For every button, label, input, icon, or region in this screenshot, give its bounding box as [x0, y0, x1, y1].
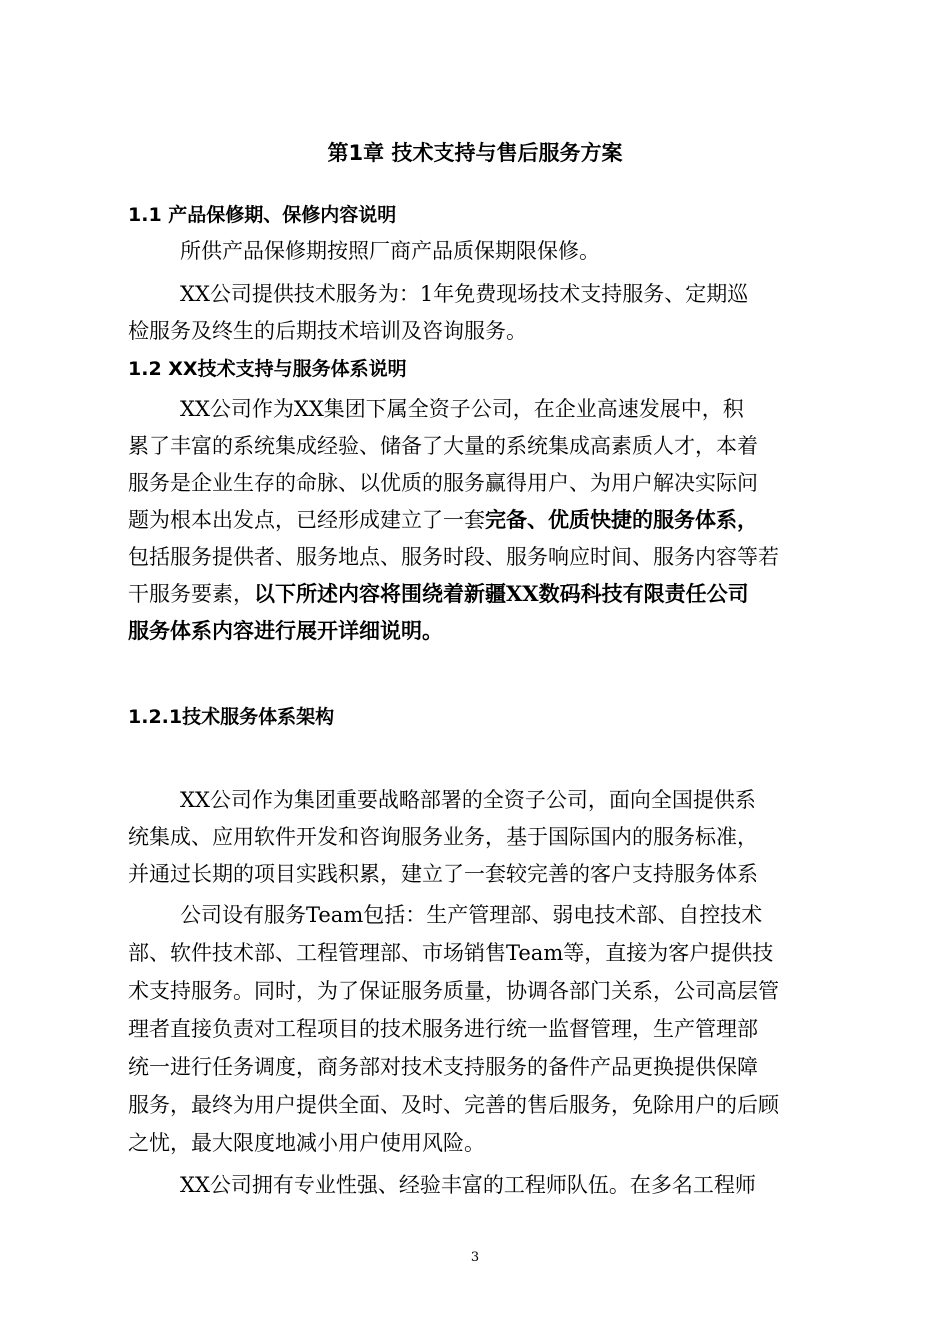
- paragraph-line: 检服务及终生的后期技术培训及咨询服务。: [128, 319, 527, 343]
- paragraph-line: 所供产品保修期按照厂商产品质保期限保修。: [180, 239, 600, 263]
- section-heading-1-2-1: 1.2.1技术服务体系架构: [128, 706, 335, 728]
- page-number: 3: [470, 1250, 480, 1265]
- paragraph-line: XX公司拥有专业性强、经验丰富的工程师队伍。在多名工程师: [180, 1173, 756, 1197]
- chapter-title: 第1章 技术支持与售后服务方案: [327, 141, 623, 165]
- paragraph-line: 部、软件技术部、工程管理部、市场销售Team等，直接为客户提供技: [128, 941, 774, 965]
- section-heading-1-1: 1.1 产品保修期、保修内容说明: [128, 204, 397, 226]
- paragraph-line: 公司设有服务Team包括：生产管理部、弱电技术部、自控技术: [180, 903, 763, 927]
- paragraph-line: 服务，最终为用户提供全面、及时、完善的售后服务，免除用户的后顾: [128, 1093, 779, 1117]
- paragraph-line: XX公司作为集团重要战略部署的全资子公司，面向全国提供系: [180, 788, 756, 812]
- paragraph-line: 并通过长期的项目实践积累，建立了一套较完善的客户支持服务体系: [128, 862, 758, 886]
- paragraph-line: 服务是企业生存的命脉、以优质的服务赢得用户、为用户解决实际问: [128, 471, 758, 495]
- paragraph-line: 理者直接负责对工程项目的技术服务进行统一监督管理，生产管理部: [128, 1017, 758, 1041]
- paragraph-text: 题为根本出发点，已经形成建立了一套: [128, 508, 485, 532]
- paragraph-line: XX公司提供技术服务为：1年免费现场技术支持服务、定期巡: [180, 282, 749, 306]
- paragraph-line: 统一进行任务调度，商务部对技术支持服务的备件产品更换提供保障: [128, 1055, 758, 1079]
- paragraph-line: XX公司作为XX集团下属全资子公司，在企业高速发展中，积: [180, 397, 744, 421]
- paragraph-text: 干服务要素，: [128, 582, 254, 606]
- paragraph-line: 包括服务提供者、服务地点、服务时段、服务响应时间、服务内容等若: [128, 545, 779, 569]
- paragraph-line: 累了丰富的系统集成经验、储备了大量的系统集成高素质人才，本着: [128, 434, 758, 458]
- paragraph-line: [128, 579, 833, 609]
- section-heading-1-2: 1.2 XX技术支持与服务体系说明: [128, 358, 407, 380]
- paragraph-line: 统集成、应用软件开发和咨询服务业务，基于国际国内的服务标准，: [128, 825, 758, 849]
- emphasis-line: 服务体系内容进行展开详细说明。: [128, 618, 443, 643]
- emphasis-text: 以下所述内容将围绕着新疆XX数码科技有限责任公司: [254, 581, 749, 606]
- paragraph-line: 之忧，最大限度地减小用户使用风险。: [128, 1131, 485, 1155]
- paragraph-line: [128, 505, 833, 535]
- paragraph-line: 术支持服务。同时，为了保证服务质量，协调各部门关系，公司高层管: [128, 979, 779, 1003]
- emphasis-text: 完备、优质快捷的服务体系，: [485, 507, 758, 532]
